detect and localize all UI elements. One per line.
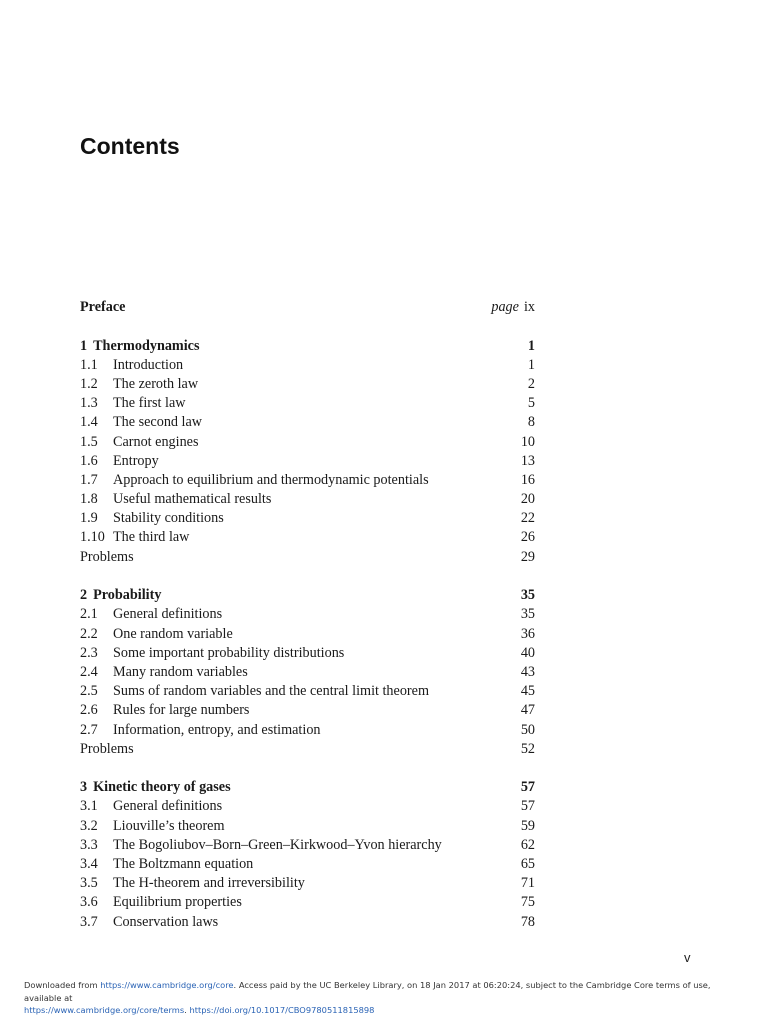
footer-core-link[interactable]: https://www.cambridge.org/core — [100, 980, 234, 990]
section-row-left — [80, 375, 198, 394]
footer-doi-link[interactable]: https://doi.org/10.1017/CBO9780511815898 — [189, 1005, 375, 1015]
toc-title: Kinetic theory of gases — [93, 779, 231, 796]
download-footer — [24, 979, 744, 1017]
toc-number: 1.2 — [80, 375, 98, 392]
toc-page-number: 59 — [520, 817, 535, 834]
toc-page-number: 5 — [527, 395, 535, 412]
toc-number: 1.8 — [80, 491, 98, 508]
section-row-left — [80, 817, 225, 836]
toc-title: Thermodynamics — [93, 337, 200, 354]
toc-number: 3 — [80, 779, 88, 796]
toc-page-number: 71 — [520, 875, 535, 892]
toc-page-number: 35 — [520, 606, 535, 623]
toc-number: 3.3 — [80, 836, 98, 853]
section-row[interactable] — [80, 452, 535, 471]
section-row-left — [80, 625, 233, 644]
toc-title: Many random variables — [113, 663, 248, 680]
toc-title: The Bogoliubov–Born–Green–Kirkwood–Yvon hierarchy — [113, 836, 442, 853]
toc-title: Rules for large numbers — [113, 702, 250, 719]
toc-number: 1.1 — [80, 356, 98, 373]
section-row[interactable] — [80, 471, 535, 490]
toc-page-number: 43 — [520, 663, 535, 680]
section-row-left — [80, 663, 248, 682]
section-row[interactable] — [80, 721, 535, 740]
toc-page-number: 13 — [520, 452, 535, 469]
toc-number: 1.5 — [80, 433, 98, 450]
section-row[interactable] — [80, 663, 535, 682]
toc-number: 3.7 — [80, 913, 98, 930]
section-row[interactable] — [80, 413, 535, 432]
section-row-left — [80, 394, 186, 413]
section-row-left — [80, 721, 321, 740]
problems-row[interactable] — [80, 740, 535, 759]
toc-page-number: 36 — [520, 625, 535, 642]
toc-page-number: 1 — [527, 356, 535, 373]
toc-title: Problems — [80, 740, 134, 757]
section-row[interactable] — [80, 375, 535, 394]
toc-number: 3.5 — [80, 875, 98, 892]
toc-title: General definitions — [113, 798, 223, 815]
toc-number: 3.1 — [80, 798, 98, 815]
section-row[interactable] — [80, 433, 535, 452]
section-row-left — [80, 644, 344, 663]
toc-title: General definitions — [113, 606, 223, 623]
section-row[interactable] — [80, 817, 535, 836]
toc-page-number: 47 — [520, 702, 535, 719]
toc-number: 1.4 — [80, 414, 98, 431]
toc-title: The Boltzmann equation — [113, 856, 254, 873]
page-prefix: page — [491, 299, 519, 315]
toc-number: 2.5 — [80, 683, 98, 700]
toc-title: Carnot engines — [113, 433, 199, 450]
toc-title: Stability conditions — [113, 510, 224, 527]
section-row[interactable] — [80, 394, 535, 413]
toc-page-number: 8 — [527, 414, 535, 431]
toc-page-number: 52 — [520, 740, 535, 757]
toc-title: The first law — [113, 395, 186, 412]
toc-title: Some important probability distributions — [113, 644, 345, 661]
toc-page-number: 65 — [520, 856, 535, 873]
section-row-left — [80, 893, 242, 912]
toc-title: Useful mathematical results — [113, 491, 272, 508]
preface-page — [491, 298, 535, 317]
section-row-left — [80, 682, 429, 701]
section-row[interactable] — [80, 625, 535, 644]
toc-number: 2.7 — [80, 721, 98, 738]
section-row-left — [80, 471, 429, 490]
toc-title: Conservation laws — [113, 913, 219, 930]
table-of-contents — [80, 298, 535, 932]
toc-title: Information, entropy, and estimation — [113, 721, 321, 738]
section-row-left — [80, 701, 249, 720]
toc-number: 2.4 — [80, 663, 98, 680]
problems-row-left — [80, 548, 134, 567]
footer-downloaded-from: Downloaded from — [24, 980, 101, 990]
toc-title: The second law — [113, 414, 203, 431]
section-row[interactable] — [80, 913, 535, 932]
toc-page-number: 29 — [520, 548, 535, 565]
section-row-left — [80, 836, 442, 855]
page-title: Contents — [80, 133, 180, 159]
toc-number: 3.4 — [80, 856, 98, 873]
toc-number: 2.6 — [80, 702, 98, 719]
section-row[interactable] — [80, 797, 535, 816]
toc-number: 3.2 — [80, 817, 98, 834]
toc-title: Introduction — [113, 356, 184, 373]
toc-title: Probability — [93, 587, 162, 604]
problems-row[interactable] — [80, 548, 535, 567]
toc-page-number: 22 — [520, 510, 535, 527]
chapter-heading-row-left — [80, 778, 231, 797]
toc-number: 1.7 — [80, 471, 98, 488]
section-row[interactable] — [80, 490, 535, 509]
section-row-left — [80, 528, 189, 547]
section-row[interactable] — [80, 682, 535, 701]
toc-title: The third law — [113, 529, 190, 546]
toc-page-number: 26 — [520, 529, 535, 546]
toc-page-number: 10 — [520, 433, 535, 450]
toc-number: 3.6 — [80, 894, 98, 911]
toc-page-number: 16 — [520, 471, 535, 488]
page-folio: v — [684, 950, 691, 965]
section-row[interactable] — [80, 509, 535, 528]
toc-title: The H-theorem and irreversibility — [113, 875, 305, 892]
section-row[interactable] — [80, 855, 535, 874]
section-row[interactable] — [80, 605, 535, 624]
toc-page-number: 50 — [520, 721, 535, 738]
toc-number: 1.3 — [80, 395, 98, 412]
toc-page-number: 45 — [520, 683, 535, 700]
chapter-heading-row-left — [80, 586, 161, 605]
toc-number: 1.6 — [80, 452, 98, 469]
section-row-left — [80, 855, 253, 874]
section-row[interactable] — [80, 893, 535, 912]
toc-page-number: 2 — [527, 375, 535, 392]
toc-title: Liouville’s theorem — [113, 817, 225, 834]
toc-page-number: 1 — [527, 337, 535, 354]
toc-page-number: 40 — [520, 644, 535, 661]
toc-page-number: 57 — [520, 798, 535, 815]
problems-row-left — [80, 740, 134, 759]
footer-access-text: . Access paid by the UC Berkeley Library, on 18 Jan 2017 at 06:20:24, subject to the Cambridge Core terms of use, available at — [24, 980, 711, 1003]
preface-label: Preface — [80, 299, 126, 315]
footer-terms-link[interactable]: https://www.cambridge.org/core/terms — [24, 1005, 185, 1015]
toc-page-number: 62 — [520, 836, 535, 853]
toc-page-number: 78 — [520, 913, 535, 930]
section-row[interactable] — [80, 644, 535, 663]
toc-page-number: 35 — [520, 587, 535, 604]
toc-number: 2.1 — [80, 606, 98, 623]
toc-number: 1.9 — [80, 510, 98, 527]
section-row-left — [80, 356, 183, 375]
chapter-heading-row-left — [80, 337, 200, 356]
section-row-left — [80, 452, 159, 471]
toc-title: One random variable — [113, 625, 233, 642]
toc-preface-row[interactable] — [80, 298, 535, 317]
section-row-left — [80, 913, 218, 932]
chapter-list — [80, 337, 535, 932]
chapter-heading-row[interactable] — [80, 586, 535, 605]
chapter-heading-row[interactable] — [80, 337, 535, 356]
chapter-heading-row[interactable] — [80, 778, 535, 797]
section-row-left — [80, 605, 222, 624]
section-row-left — [80, 874, 305, 893]
toc-number: 1.10 — [80, 529, 105, 546]
toc-page-number: 57 — [520, 779, 535, 796]
section-row-left — [80, 797, 222, 816]
toc-title: Entropy — [113, 452, 159, 469]
toc-number: 1 — [80, 337, 88, 354]
toc-number: 2.2 — [80, 625, 98, 642]
toc-title: Approach to equilibrium and thermodynamic potentials — [113, 471, 429, 488]
section-row-left — [80, 413, 202, 432]
section-row[interactable] — [80, 701, 535, 720]
section-row[interactable] — [80, 356, 535, 375]
footer-separator: . — [184, 1005, 190, 1015]
section-row-left — [80, 433, 199, 452]
toc-title: Equilibrium properties — [113, 894, 242, 911]
section-row-left — [80, 490, 271, 509]
toc-page-number: 20 — [520, 491, 535, 508]
toc-title: Problems — [80, 548, 134, 565]
section-row[interactable] — [80, 874, 535, 893]
toc-number: 2 — [80, 587, 88, 604]
preface-page-number: ix — [523, 299, 535, 315]
section-row[interactable] — [80, 528, 535, 547]
toc-page-number: 75 — [520, 894, 535, 911]
section-row[interactable] — [80, 836, 535, 855]
toc-title: The zeroth law — [113, 375, 199, 392]
toc-title: Sums of random variables and the central limit theorem — [113, 683, 429, 700]
toc-number: 2.3 — [80, 644, 98, 661]
section-row-left — [80, 509, 224, 528]
